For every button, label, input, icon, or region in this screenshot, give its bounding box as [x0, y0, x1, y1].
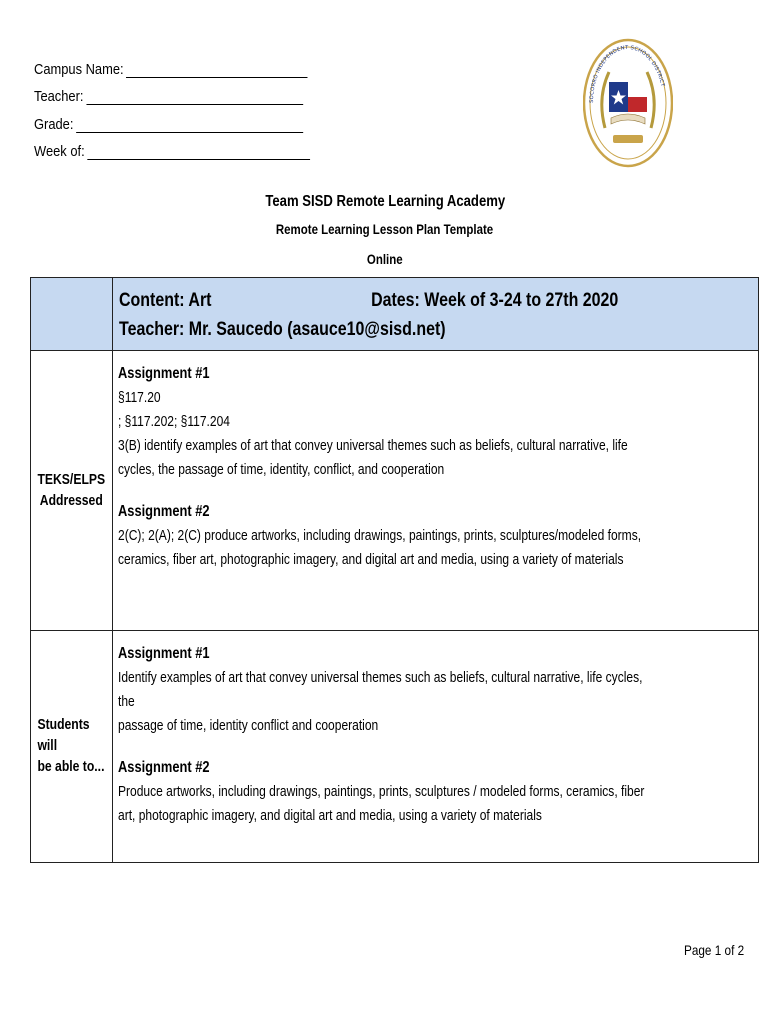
header-empty-cell [31, 278, 113, 351]
teks-assignment1-line3: 3(B) identify examples of art that convey universal themes such as beliefs, cultural narrative, life [117, 438, 628, 454]
students-content-cell [112, 631, 758, 863]
seal-banner [613, 135, 643, 143]
teacher-contact: Teacher: Mr. Saucedo (asauce10@sisd.net) [118, 319, 446, 340]
teks-assignment1-line1: §117.20 [117, 390, 161, 406]
week-of-label: Week of: [34, 143, 85, 160]
week-of-blank [87, 144, 310, 160]
students-label-line1: Students will [37, 717, 90, 754]
grade-label: Grade: [34, 115, 74, 133]
district-seal-logo [583, 38, 673, 168]
header-content-cell [112, 278, 758, 351]
students-assignment2-line2: art, photographic imagery, and digital art and media, using a variety of materials [117, 808, 542, 824]
teks-assignment2-heading: Assignment #2 [117, 503, 210, 520]
students-assignment1-line1: Identify examples of art that convey universal themes such as beliefs, cultural narrative, life cycles, the [117, 670, 643, 710]
teks-content-cell [112, 351, 758, 631]
teks-assignment1-line4: cycles, the passage of time, identity, conflict, and cooperation [117, 462, 444, 478]
teacher-blank [86, 89, 303, 105]
page-number: Page 1 of 2 [684, 942, 745, 958]
content-subject: Content: Art [118, 290, 212, 311]
teks-row [31, 351, 759, 631]
teacher-field [34, 78, 310, 106]
teks-label-line2: Addressed [39, 492, 103, 509]
students-assignment1-heading: Assignment #1 [117, 645, 210, 662]
seal-ring-text: SOCORRO INDEPENDENT SCHOOL DISTRICT [588, 44, 666, 104]
campus-name-field [34, 50, 310, 78]
teks-label-cell [31, 351, 113, 631]
page-title: Team SISD Remote Learning Academy [265, 193, 505, 210]
lesson-plan-table [30, 277, 759, 863]
campus-name-label: Campus Name: [34, 60, 124, 78]
page-subtitle: Remote Learning Lesson Plan Template [276, 221, 494, 237]
campus-name-blank [126, 62, 307, 78]
grade-blank [76, 117, 303, 133]
students-will-row [31, 631, 759, 863]
plan-header-row [31, 278, 759, 351]
students-label-cell [31, 631, 113, 863]
students-assignment2-line1: Produce artworks, including drawings, paintings, prints, sculptures / modeled forms, ceramics, fiber [117, 784, 645, 800]
students-assignment1-line2: passage of time, identity conflict and cooperation [117, 718, 378, 734]
grade-field [34, 105, 310, 133]
header-fields [34, 50, 355, 160]
teacher-label: Teacher: [34, 88, 84, 105]
students-assignment2-heading: Assignment #2 [117, 759, 210, 776]
week-of-field [34, 133, 310, 161]
teks-assignment1-heading: Assignment #1 [117, 365, 210, 382]
delivery-mode: Online [367, 251, 403, 267]
teks-assignment2-line2: ceramics, fiber art, photographic imagery, and digital art and media, using a variety of materials [117, 552, 624, 568]
teks-assignment1-line2: ; §117.202; §117.204 [117, 414, 230, 430]
teks-label-line1: TEKS/ELPS [37, 471, 106, 488]
teks-assignment2-line1: 2(C); 2(A); 2(C) produce artworks, including drawings, paintings, prints, sculptures/modeled forms, [117, 528, 641, 544]
students-label-line2: be able to... [37, 759, 105, 775]
content-dates: Dates: Week of 3-24 to 27th 2020 [370, 290, 618, 311]
